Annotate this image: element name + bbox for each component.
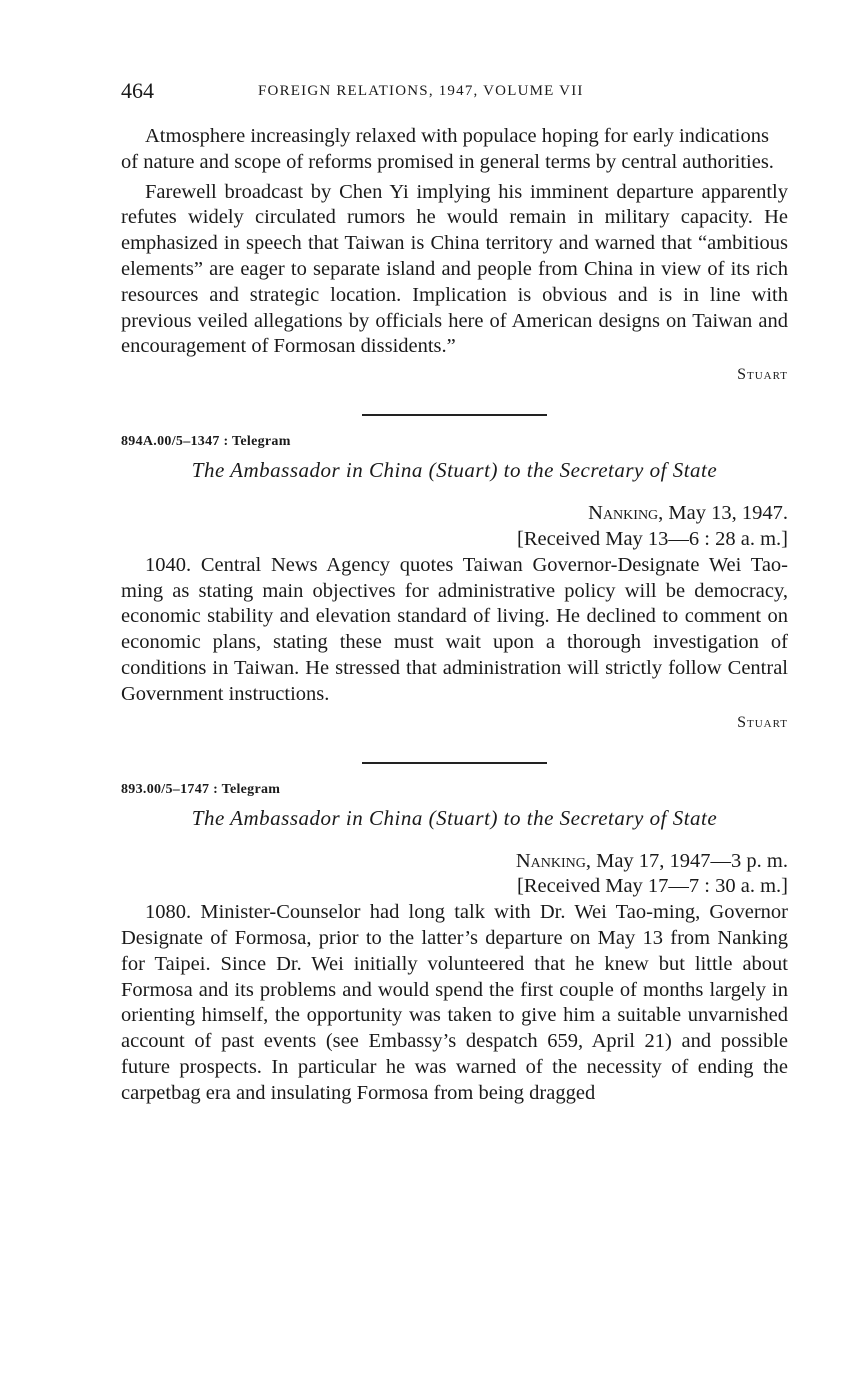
section-divider: [362, 414, 547, 416]
page-number: 464: [121, 78, 154, 103]
dateline-date: May 17, 1947—3 p. m.: [590, 849, 788, 872]
signature: Stuart: [737, 366, 788, 384]
paragraph: 1080. Minister-Counselor had long talk with Dr. Wei Tao-ming, Governor Designate of Formosa, prior to the latter’s departure on May 13 from Nanking for Taipei. Since Dr. Wei initially volunteered that he knew but little about Formosa and its problems and would spend the first couple of months largely in orienting himself, the opportunity was taken to give him a suitable unvarnished account of past events (see Embassy’s despatch 659, April 21) and possible future prospects. In particular he was warned of the necessity of ending the carpetbag era and insulating Formosa from being dragged: [121, 901, 788, 1104]
page-header: [121, 78, 788, 108]
document-3: [121, 782, 788, 1107]
dateline-date: May 13, 1947.: [663, 502, 788, 525]
dateline: [121, 849, 788, 875]
received-line: [Received May 17—7 : 30 a. m.]: [517, 875, 788, 898]
dateline-place: Nanking,: [515, 849, 591, 872]
running-head: FOREIGN RELATIONS, 1947, VOLUME VII: [258, 83, 584, 99]
document-2: [121, 434, 788, 731]
paragraph: Atmosphere increasingly relaxed with populace hoping for early indications of nature and scope of reforms promised in general terms by central authorities.: [121, 125, 774, 173]
dateline: [121, 501, 788, 527]
document-title: The Ambassador in China (Stuart) to the Secretary of State: [191, 805, 718, 830]
received-line: [Received May 13—6 : 28 a. m.]: [517, 527, 788, 550]
document-page: [121, 78, 788, 1107]
document-1-body: [121, 124, 788, 384]
paragraph: Farewell broadcast by Chen Yi implying his imminent departure apparently refutes widely circulated rumors he would remain in military capacity. He emphasized in speech that Taiwan is China territory and warned that “ambitious elements” are eager to separate island and people from China in view of its rich resources and strategic location. Implication is obvious and is in line with previous veiled allegations by officials here of American designs on Taiwan and encouragement of Formosan dissidents.”: [121, 180, 788, 358]
file-reference: 893.00/5–1747 : Telegram: [121, 781, 281, 797]
signature: Stuart: [737, 713, 788, 731]
file-reference: 894A.00/5–1347 : Telegram: [121, 434, 291, 450]
section-divider: [362, 762, 547, 764]
dateline-place: Nanking,: [588, 502, 664, 525]
paragraph: 1040. Central News Agency quotes Taiwan Governor-Designate Wei Tao-ming as stating main objectives for administrative policy will be democracy, economic stability and elevation standard of living. He declined to comment on economic plans, stating these must wait upon a thorough investigation of conditions in Taiwan. He stressed that administration will strictly follow Central Government instructions.: [121, 553, 788, 705]
document-title: The Ambassador in China (Stuart) to the Secretary of State: [191, 458, 718, 483]
